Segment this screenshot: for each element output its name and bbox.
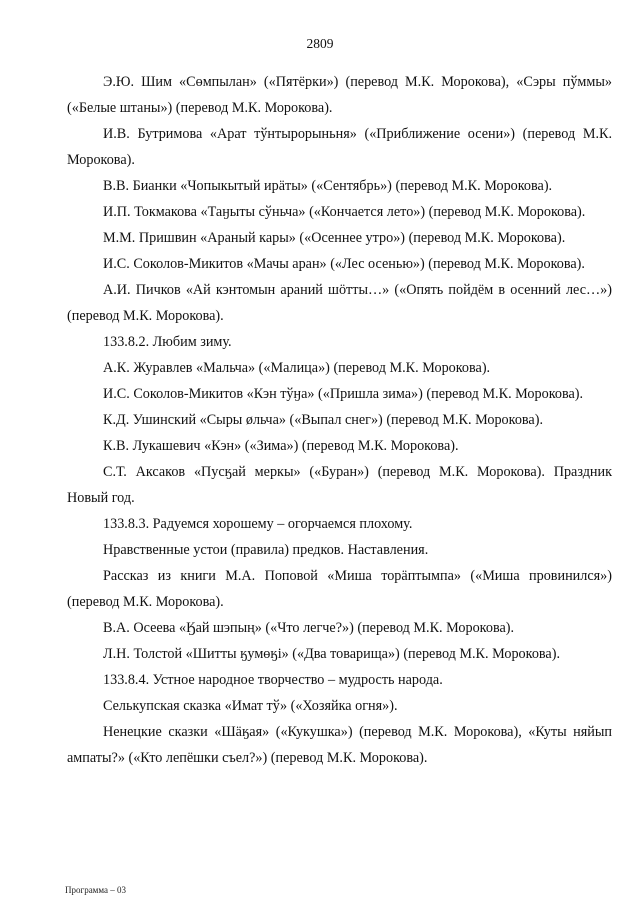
paragraph: И.В. Бутримова «Арат тўнтырорыньня» («Приближение осени») (перевод М.К. Морокова).: [67, 126, 612, 168]
paragraph: И.П. Токмакова «Таӈыты сўньча» («Кончается лето») (перевод М.К. Морокова).: [103, 204, 586, 220]
paragraph: Л.Н. Толстой «Шитты ӄумөӄі» («Два товарища») (перевод М.К. Морокова).: [103, 646, 560, 662]
paragraph: А.И. Пичков «Ай кэнтомын араний шöтты…» («Опять пойдём в осенний лес…») (перевод М.К. Морокова).: [67, 282, 612, 324]
section-heading: 133.8.2. Любим зиму.: [103, 334, 232, 350]
paragraph: К.В. Лукашевич «Кэн» («Зима») (перевод М.К. Морокова).: [103, 438, 459, 454]
paragraph: Ненецкие сказки «Шäӄая» («Кукушка») (перевод М.К. Морокова), «Куты няйып ампаты?» («Кто лепёшки съел?») (перевод М.К. Морокова).: [67, 724, 612, 766]
page-footer: Программа – 03: [65, 885, 127, 895]
section-heading: 133.8.3. Радуемся хорошему – огорчаемся плохому.: [103, 516, 413, 532]
paragraph: В.В. Бианки «Чопыкытый ирäты» («Сентябрь») (перевод М.К. Морокова).: [103, 178, 553, 194]
paragraph: Селькупская сказка «Имат тў» («Хозяйка огня»).: [103, 698, 398, 714]
paragraph: А.К. Журавлев «Мальча» («Малица») (перевод М.К. Морокова).: [103, 360, 491, 376]
section-heading: 133.8.4. Устное народное творчество – мудрость народа.: [103, 672, 443, 688]
paragraph: С.Т. Аксаков «Пусӄай меркы» («Буран») (перевод М.К. Морокова). Праздник Новый год.: [67, 464, 612, 506]
paragraph: Рассказ из книги М.А. Поповой «Миша торäптымпа» («Миша провинился») (перевод М.К. Морокова).: [67, 568, 612, 610]
paragraph: И.С. Соколов-Микитов «Мачы аран» («Лес осенью») (перевод М.К. Морокова).: [103, 256, 585, 272]
paragraph: Нравственные устои (правила) предков. Наставления.: [103, 542, 429, 558]
paragraph: К.Д. Ушинский «Сыры øльча» («Выпал снег») (перевод М.К. Морокова).: [103, 412, 543, 428]
paragraph: М.М. Пришвин «Араный кары» («Осеннее утро») (перевод М.К. Морокова).: [103, 230, 566, 246]
paragraph: И.С. Соколов-Микитов «Кэн тўӈа» («Пришла зима») (перевод М.К. Морокова).: [103, 386, 584, 402]
paragraph: В.А. Осеева «Ӄай шэпың» («Что легче?») (перевод М.К. Морокова).: [103, 620, 515, 636]
document-body: [67, 69, 612, 771]
paragraph: Э.Ю. Шим «Сөмпылан» («Пятёрки») (перевод М.К. Морокова), «Сэры пўммы» («Белые штаны») (перевод М.К. Морокова).: [67, 74, 612, 116]
page-number: 2809: [306, 36, 334, 51]
